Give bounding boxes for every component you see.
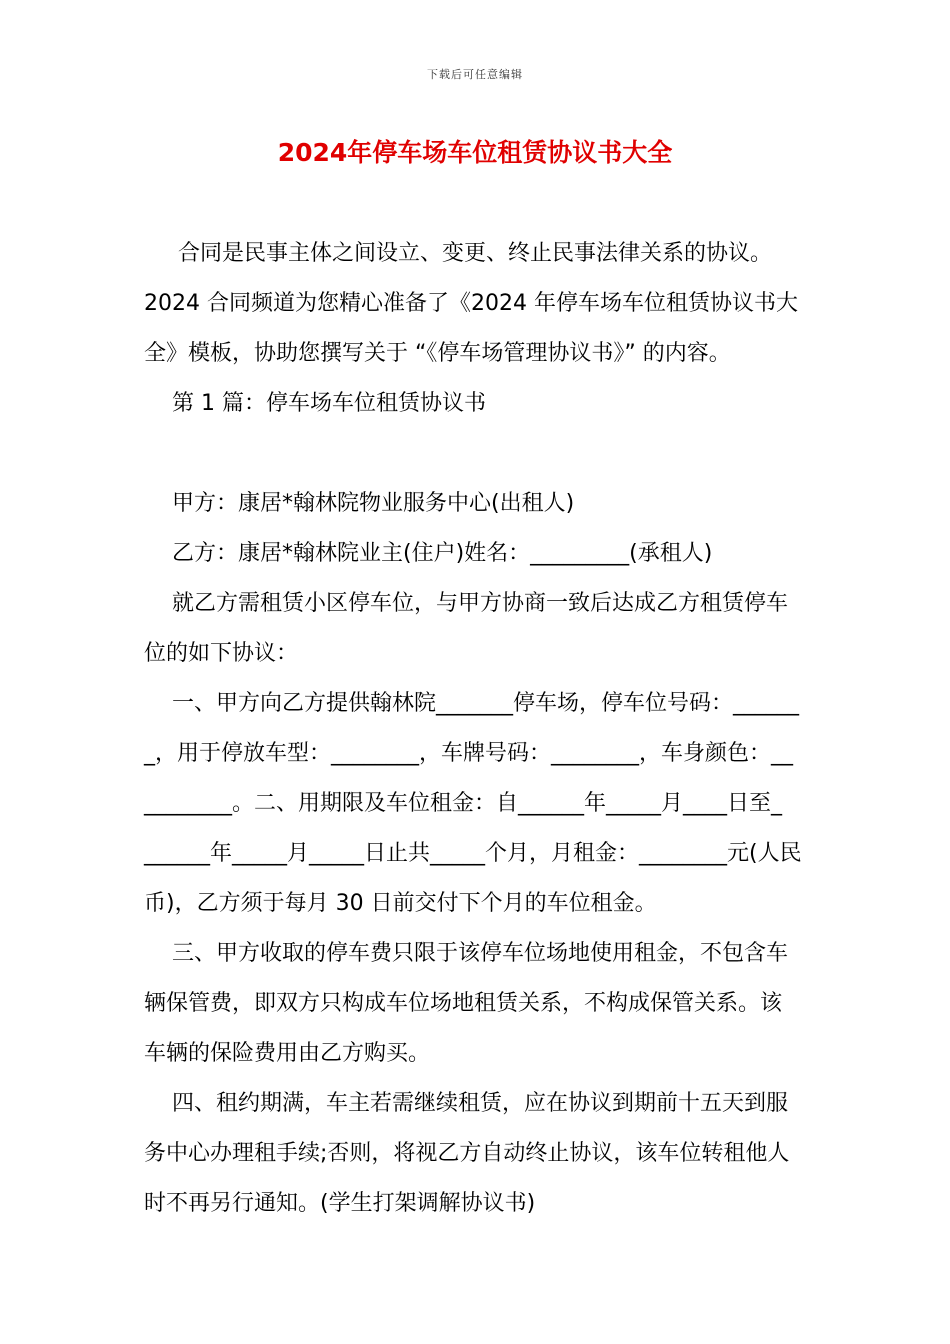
party-a: 甲方：康居*翰林院物业服务中心(出租人) bbox=[172, 491, 575, 516]
party-b: 乙方：康居*翰林院业主(住户)姓名：_________(承租人) bbox=[172, 541, 713, 566]
chapter-heading: 第 1 篇：停车场车位租赁协议书 bbox=[172, 391, 486, 416]
clause3-line-1: 三、甲方收取的停车费只限于该停车位场地使用租金，不包含车 bbox=[172, 941, 789, 966]
header-note: 下载后可任意编辑 bbox=[427, 68, 523, 81]
intro-line-1: 合同是民事主体之间设立、变更、终止民事法律关系的协议。 bbox=[178, 241, 773, 266]
clause3-line-3: 车辆的保险费用由乙方购买。 bbox=[144, 1041, 431, 1066]
intro-line-3: 全》模板，协助您撰写关于 “《停车场管理协议书》” 的内容。 bbox=[144, 341, 731, 366]
clause4-line-2: 务中心办理租手续;否则，将视乙方自动终止协议，该车位转租他人 bbox=[144, 1141, 790, 1166]
clause1-line-5: 币)，乙方须于每月 30 日前交付下个月的车位租金。 bbox=[144, 891, 657, 916]
document-body bbox=[144, 229, 810, 1229]
clause1-line-1: 一、甲方向乙方提供翰林院_______停车场，停车位号码：______ bbox=[172, 691, 800, 716]
clause1-line-2: _，用于停放车型：________，车牌号码：________，车身颜色：__ bbox=[144, 741, 794, 766]
clause1-line-3: ________。二、用期限及车位租金：自______年_____月____日至_ bbox=[144, 791, 783, 816]
clause3-line-2: 辆保管费，即双方只构成车位场地租赁关系，不构成保管关系。该 bbox=[144, 991, 783, 1016]
clause4-line-1: 四、租约期满，车主若需继续租赁，应在协议到期前十五天到服 bbox=[172, 1091, 789, 1116]
intro-line-2: 2024 合同频道为您精心准备了《2024 年停车场车位租赁协议书大 bbox=[144, 291, 798, 316]
blank-line bbox=[144, 429, 810, 479]
clause1-line-4: ______年_____月_____日止共_____个月，月租金：________元(人民 bbox=[144, 841, 802, 866]
preamble-line-1: 就乙方需租赁小区停车位，与甲方协商一致后达成乙方租赁停车 bbox=[172, 591, 789, 616]
clause4-line-3: 时不再另行通知。(学生打架调解协议书) bbox=[144, 1191, 536, 1216]
document-title: 2024年停车场车位租赁协议书大全 bbox=[277, 138, 673, 167]
preamble-line-2: 位的如下协议： bbox=[144, 641, 299, 666]
